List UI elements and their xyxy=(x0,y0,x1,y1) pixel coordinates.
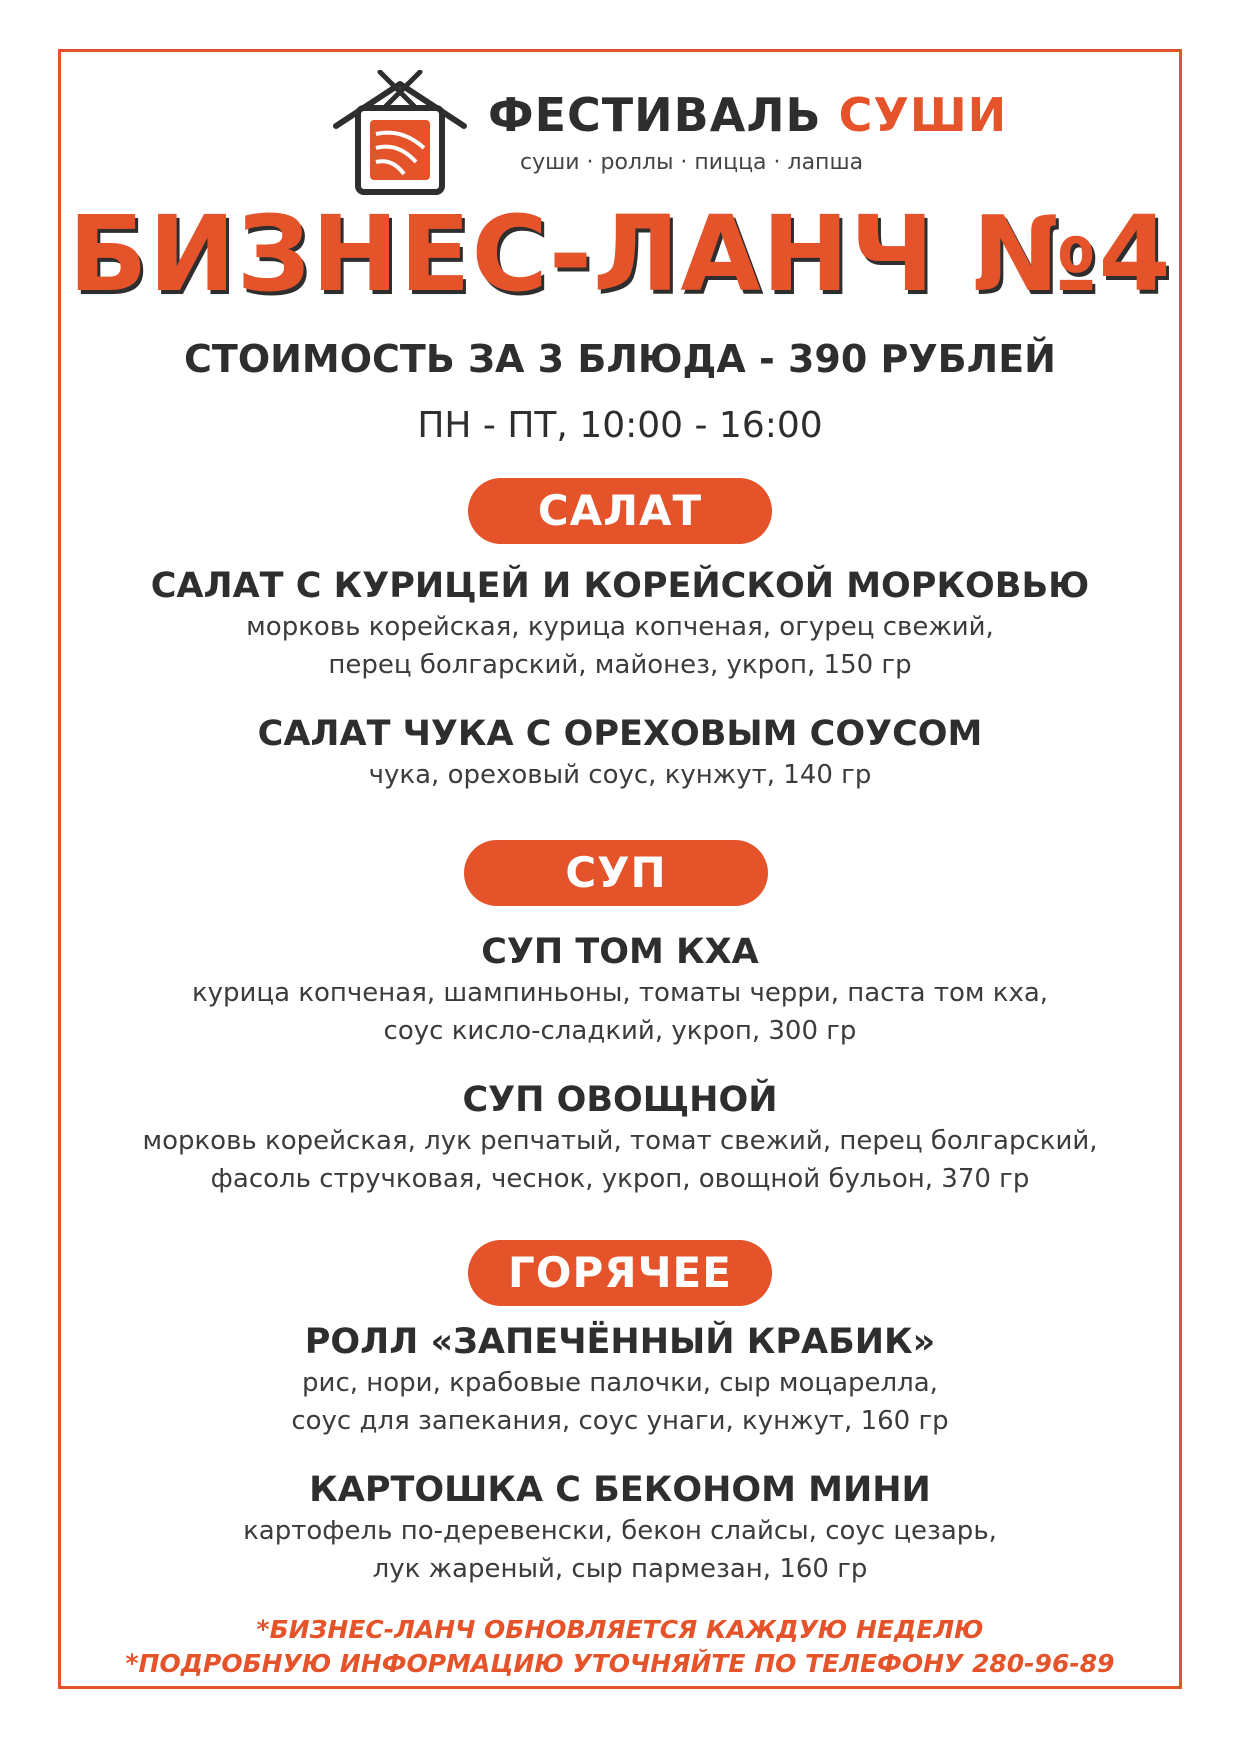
dish-title: СУП ОВОЩНОЙ xyxy=(462,1080,778,1120)
dish-description: соус для запекания, соус унаги, кунжут, 160 гр xyxy=(291,1406,949,1437)
page-title: БИЗНЕС-ЛАНЧ №4 xyxy=(68,193,1172,315)
footnote-weekly: *БИЗНЕС-ЛАНЧ ОБНОВЛЯЕТСЯ КАЖДУЮ НЕДЕЛЮ xyxy=(256,1615,984,1644)
menu-item xyxy=(70,932,1170,1048)
dish-title: САЛАТ С КУРИЦЕЙ И КОРЕЙСКОЙ МОРКОВЬЮ xyxy=(150,566,1090,606)
menu-item xyxy=(70,1080,1170,1196)
dish-description: рис, нори, крабовые палочки, сыр моцарелла, xyxy=(302,1368,938,1399)
footnote-phone: *ПОДРОБНУЮ ИНФОРМАЦИЮ УТОЧНЯЙТЕ ПО ТЕЛЕФОНУ 280-96-89 xyxy=(125,1649,1115,1678)
dish-description: картофель по-деревенски, бекон слайсы, соус цезарь, xyxy=(243,1516,997,1547)
dish-title: САЛАТ ЧУКА С ОРЕХОВЫМ СОУСОМ xyxy=(257,714,983,754)
dish-description: перец болгарский, майонез, укроп, 150 гр xyxy=(328,650,912,681)
section-label-salad: САЛАТ xyxy=(468,478,772,544)
dish-description: фасоль стручковая, чеснок, укроп, овощной бульон, 370 гр xyxy=(210,1164,1030,1195)
brand-logo xyxy=(0,70,1240,200)
price-line: СТОИМОСТЬ ЗА 3 БЛЮДА - 390 РУБЛЕЙ xyxy=(184,337,1056,381)
dish-title: РОЛЛ «ЗАПЕЧЁННЫЙ КРАБИК» xyxy=(304,1322,936,1362)
dish-description: морковь корейская, лук репчатый, томат свежий, перец болгарский, xyxy=(142,1126,1098,1157)
menu-item xyxy=(70,566,1170,682)
menu-item xyxy=(70,1470,1170,1586)
section-label-hot: ГОРЯЧЕЕ xyxy=(468,1240,772,1306)
brand-name xyxy=(488,88,1008,142)
dish-description: лук жареный, сыр пармезан, 160 гр xyxy=(372,1554,868,1585)
dish-description: чука, ореховый соус, кунжут, 140 гр xyxy=(368,760,872,791)
brand-tagline: суши · роллы · пицца · лапша xyxy=(520,150,864,175)
dish-description: курица копченая, шампиньоны, томаты черри, паста том кха, xyxy=(191,978,1049,1009)
menu-item xyxy=(70,714,1170,792)
brand-name-part1: ФЕСТИВАЛЬ xyxy=(488,88,822,142)
hours-line: ПН - ПТ, 10:00 - 16:00 xyxy=(417,405,823,446)
dish-description: морковь корейская, курица копченая, огурец свежий, xyxy=(246,612,994,643)
dish-description: соус кисло-сладкий, укроп, 300 гр xyxy=(383,1016,857,1047)
brand-name-part2: СУШИ xyxy=(838,88,1008,142)
dish-title: СУП ТОМ КХА xyxy=(481,932,759,972)
dish-title: КАРТОШКА С БЕКОНОМ МИНИ xyxy=(309,1470,931,1510)
house-with-salmon-icon xyxy=(332,70,468,198)
section-label-soup: СУП xyxy=(464,840,768,906)
menu-item xyxy=(70,1322,1170,1438)
